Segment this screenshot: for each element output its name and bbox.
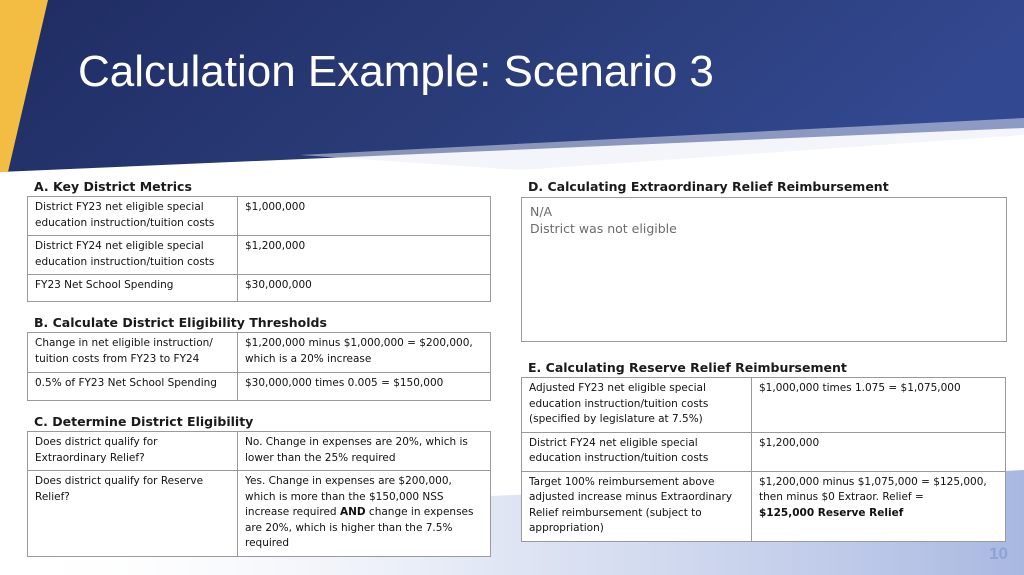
eligibility-question: Does district qualify for Extraordinary Relief? bbox=[28, 432, 238, 471]
threshold-value: $30,000,000 times 0.005 = $150,000 bbox=[238, 373, 491, 401]
metric-label: District FY23 net eligible special education instruction/tuition costs bbox=[28, 197, 238, 236]
eligibility-answer: No. Change in expenses are 20%, which is lower than the 25% required bbox=[238, 432, 491, 471]
section-e-heading: E. Calculating Reserve Relief Reimbursement bbox=[528, 360, 847, 375]
table-row bbox=[28, 432, 491, 471]
thresholds-table bbox=[27, 332, 491, 401]
metric-value: $1,000,000 bbox=[238, 197, 491, 236]
threshold-label: Change in net eligible instruction/ tuition costs from FY23 to FY24 bbox=[28, 333, 238, 373]
answer-text-part2: change in expenses are 20%, which is higher than the 7.5% required bbox=[245, 506, 474, 549]
table-row bbox=[28, 373, 491, 401]
metric-value: $1,200,000 bbox=[238, 236, 491, 275]
answer-emphasis: AND bbox=[339, 506, 366, 518]
table-row bbox=[522, 378, 1006, 433]
not-eligible-text: District was not eligible bbox=[530, 221, 677, 236]
section-b-heading: B. Calculate District Eligibility Thresholds bbox=[34, 315, 327, 330]
eligibility-table bbox=[27, 431, 491, 557]
reserve-result: $125,000 Reserve Relief bbox=[759, 506, 904, 519]
reserve-value bbox=[752, 471, 1006, 541]
reserve-value: $1,200,000 bbox=[752, 432, 1006, 471]
section-a-heading: A. Key District Metrics bbox=[34, 179, 192, 194]
section-d-heading: D. Calculating Extraordinary Relief Reimbursement bbox=[528, 179, 889, 194]
metric-value: $30,000,000 bbox=[238, 275, 491, 302]
table-row bbox=[522, 432, 1006, 471]
metric-label: FY23 Net School Spending bbox=[28, 275, 238, 302]
reserve-label: District FY24 net eligible special education instruction/tuition costs bbox=[522, 432, 752, 471]
metric-label: District FY24 net eligible special education instruction/tuition costs bbox=[28, 236, 238, 275]
reserve-label: Target 100% reimbursement above adjusted increase minus Extraordinary Relief reimbursement (subject to appropriation) bbox=[522, 471, 752, 541]
table-row bbox=[28, 333, 491, 373]
reserve-calculation: $1,200,000 minus $1,075,000 = $125,000, then minus $0 Extraor. Relief = bbox=[759, 475, 987, 503]
reserve-label: Adjusted FY23 net eligible special education instruction/tuition costs (specified by legislature at 7.5%) bbox=[522, 378, 752, 433]
threshold-label: 0.5% of FY23 Net School Spending bbox=[28, 373, 238, 401]
table-row bbox=[28, 275, 491, 302]
threshold-value: $1,200,000 minus $1,000,000 = $200,000, which is a 20% increase bbox=[238, 333, 491, 373]
na-text: N/A bbox=[530, 204, 553, 219]
page-title: Calculation Example: Scenario 3 bbox=[78, 47, 714, 96]
reserve-relief-table bbox=[521, 377, 1006, 542]
reserve-value: $1,000,000 times 1.075 = $1,075,000 bbox=[752, 378, 1006, 433]
page-number: 10 bbox=[989, 544, 1008, 563]
section-c-heading: C. Determine District Eligibility bbox=[34, 414, 254, 429]
table-row bbox=[28, 197, 491, 236]
answer-text-part1: Yes. Change in expenses are $200,000, which is more than the $150,000 NSS increase required bbox=[245, 475, 452, 518]
extraordinary-relief-box bbox=[521, 197, 1007, 342]
table-row bbox=[522, 471, 1006, 541]
table-row bbox=[28, 471, 491, 557]
eligibility-question: Does district qualify for Reserve Relief? bbox=[28, 471, 238, 557]
eligibility-answer bbox=[238, 471, 491, 557]
key-metrics-table bbox=[27, 196, 491, 302]
table-row bbox=[28, 236, 491, 275]
